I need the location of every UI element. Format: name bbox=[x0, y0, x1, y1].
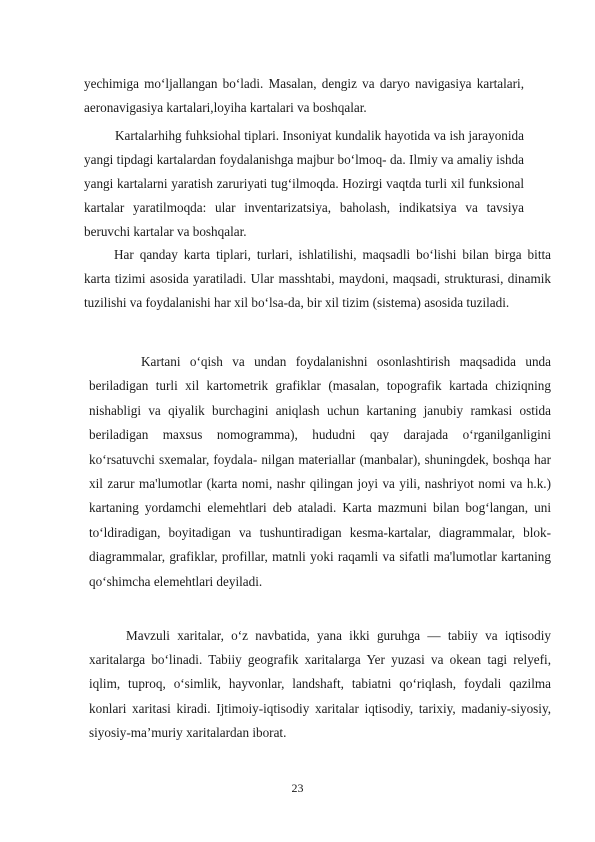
paragraph-map-system: Har qanday karta tiplari, turlari, ishlatilishi, maqsadli bo‘lishi bilan birga bitta karta tizimi asosida yaratiladi. Ular masshtabi, maydoni, maqsadi, strukturasi, dinamik tuzilishi va foydalanishi har xil bo‘lsa-da, bir xil tizim (sistema) asosida tuziladi. bbox=[84, 247, 551, 310]
paragraph-thematic-maps: Mavzuli xaritalar, o‘z navbatida, yana ikki guruhga — tabiiy va iqtisodiy xaritalarga bo‘linadi. Tabiiy geografik xaritalarga Yer yuzasi va okean tagi relyefi, iqlim, tuproq, o‘simlik, hayvonlar, landshaft, tabiatni qo‘riqlash, foydali qazilma konlari xaritasi kiradi. Ijtimoiy-iqtisodiy xaritalar iqtisodiy, tarixiy, madaniy-siyosiy, siyosiy-ma’muriy xaritalardan iborat. bbox=[89, 628, 551, 740]
paragraph-functional-types: Kartalarhihg fuhksiohal tiplari. Insoniyat kundalik hayotida va ish jarayonida yangi tipdagi kartalardan foydalanishga majbur bo‘lmoq- da. Ilmiy va amaliy ishda yangi kartalarni yaratish zaruriyati tug‘ilmoqda. Hozirgi vaqtda turli xil funksional kartalar yaratilmoqda: ular inventarizatsiya, baholash, indikatsiya va tavsiya beruvchi kartalar va boshqalar. bbox=[84, 128, 524, 239]
paragraph-continuation: yechimiga mo‘ljallangan bo‘ladi. Masalan, dengiz va daryo navigasiya kartalari, aeronavigasiya kartalari,loyiha kartalari va boshqalar. bbox=[84, 76, 524, 115]
page-number: 23 bbox=[291, 781, 304, 795]
paragraph-auxiliary-elements: Kartani o‘qish va undan foydalanishni osonlashtirish maqsadida unda beriladigan turli xil kartometrik grafiklar (masalan, topografik kartada chiziqning nishabligi va qiyalik burchagini aniqlash uchun kartaning janubiy ramkasi ostida beriladigan maxsus nomogramma), hududni qay darajada o‘rganilganligini ko‘rsatuvchi sxemalar, foydala- nilgan materiallar (manbalar), shuningdek, boshqa har xil zarur ma'lumotlar (karta nomi, nashr qilingan joyi va yili, nashriyot nomi va h.k.) kartaning yordamchi elemehtlari deb ataladi. Karta mazmuni bilan bog‘langan, uni to‘ldiradigan, boyitadigan va tushuntiradigan kesma-kartalar, diagrammalar, blok-diagrammalar, grafiklar, profillar, matnli yoki raqamli va sifatli ma'lumotlar kartaning qo‘shimcha elemehtlari deyiladi. bbox=[89, 354, 551, 589]
